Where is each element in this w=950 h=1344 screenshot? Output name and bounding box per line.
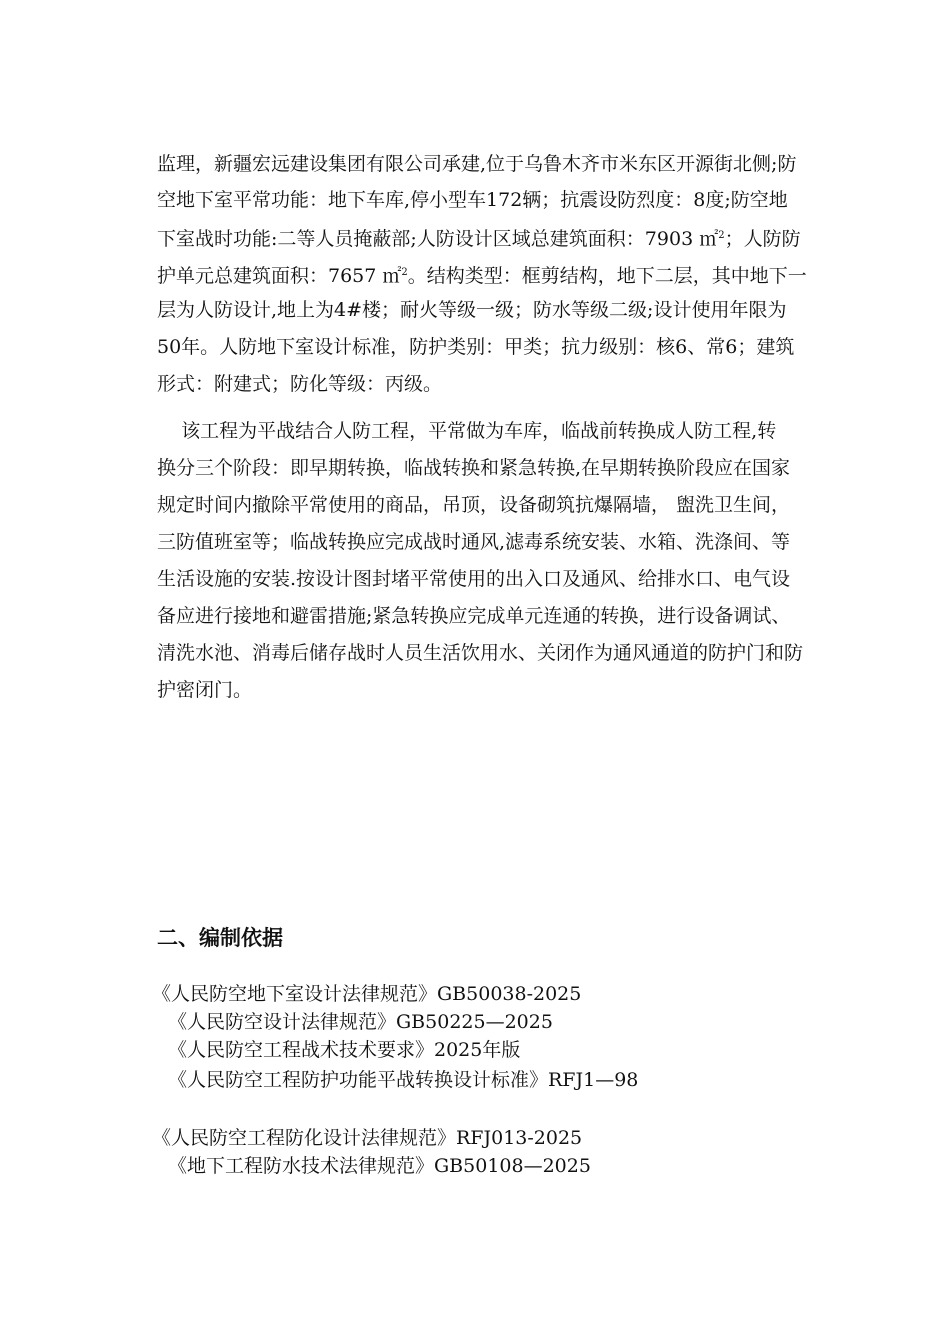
reference-item: 《地下工程防水技术法律规范》GB50108—2025 (168, 1155, 591, 1177)
text-line: 层为人防设计,地上为4#楼；耐火等级一级；防水等级二级;设计使用年限为 (157, 299, 787, 321)
text-line (157, 219, 801, 256)
superscript: 2 (718, 230, 725, 241)
text-line (157, 256, 807, 293)
text-line: 监理，新疆宏远建设集团有限公司承建,位于乌鲁木齐市米东区开源街北侧;防 (157, 153, 797, 175)
text-line: 备应进行接地和避雷措施;紧急转换应完成单元连通的转换，进行设备调试、 (157, 605, 791, 627)
reference-item: 《人民防空工程防护功能平战转换设计标准》RFJ1—98 (168, 1069, 639, 1091)
reference-item: 《人民防空地下室设计法律规范》GB50038-2025 (152, 983, 582, 1005)
text-line: 该工程为平战结合人防工程，平常做为车库，临战前转换成人防工程,转 (157, 420, 777, 442)
text-span: ；人防防 (724, 228, 801, 250)
text-line: 形式：附建式；防化等级：丙级。 (157, 373, 443, 395)
text-span: 护单元总建筑面积：7657 ㎡ (157, 265, 402, 287)
text-span: 下室战时功能:二等人员掩蔽部;人防设计区域总建筑面积：7903 ㎡ (157, 228, 719, 250)
text-line: 换分三个阶段：即早期转换，临战转换和紧急转换,在早期转换阶段应在国家 (157, 457, 791, 479)
text-line: 空地下室平常功能：地下车库,停小型车172辆；抗震设防烈度：8度;防空地 (157, 189, 788, 211)
text-line: 护密闭门。 (157, 679, 253, 701)
text-line: 生活设施的安装.按设计图封堵平常使用的出入口及通风、给排水口、电气设 (157, 568, 791, 590)
section-heading: 二、编制依据 (157, 926, 283, 950)
text-line: 清洗水池、消毒后储存战时人员生活饮用水、关闭作为通风通道的防护门和防 (157, 642, 804, 664)
superscript: 2 (401, 267, 408, 278)
text-line: 三防值班室等；临战转换应完成战时通风,滤毒系统安装、水箱、洗涤间、等 (157, 531, 791, 553)
text-span: 。结构类型：框剪结构，地下二层，其中地下一 (407, 265, 807, 287)
text-line: 50年。人防地下室设计标准，防护类别：甲类；抗力级别：核6、常6；建筑 (157, 336, 795, 358)
reference-item: 《人民防空工程防化设计法律规范》RFJ013-2025 (152, 1127, 583, 1149)
reference-item: 《人民防空设计法律规范》GB50225—2025 (168, 1011, 553, 1033)
text-line: 规定时间内撤除平常使用的商品，吊顶，设备砌筑抗爆隔墙， 盥洗卫生间， (157, 494, 791, 516)
reference-item: 《人民防空工程战术技术要求》2025年版 (168, 1039, 521, 1061)
